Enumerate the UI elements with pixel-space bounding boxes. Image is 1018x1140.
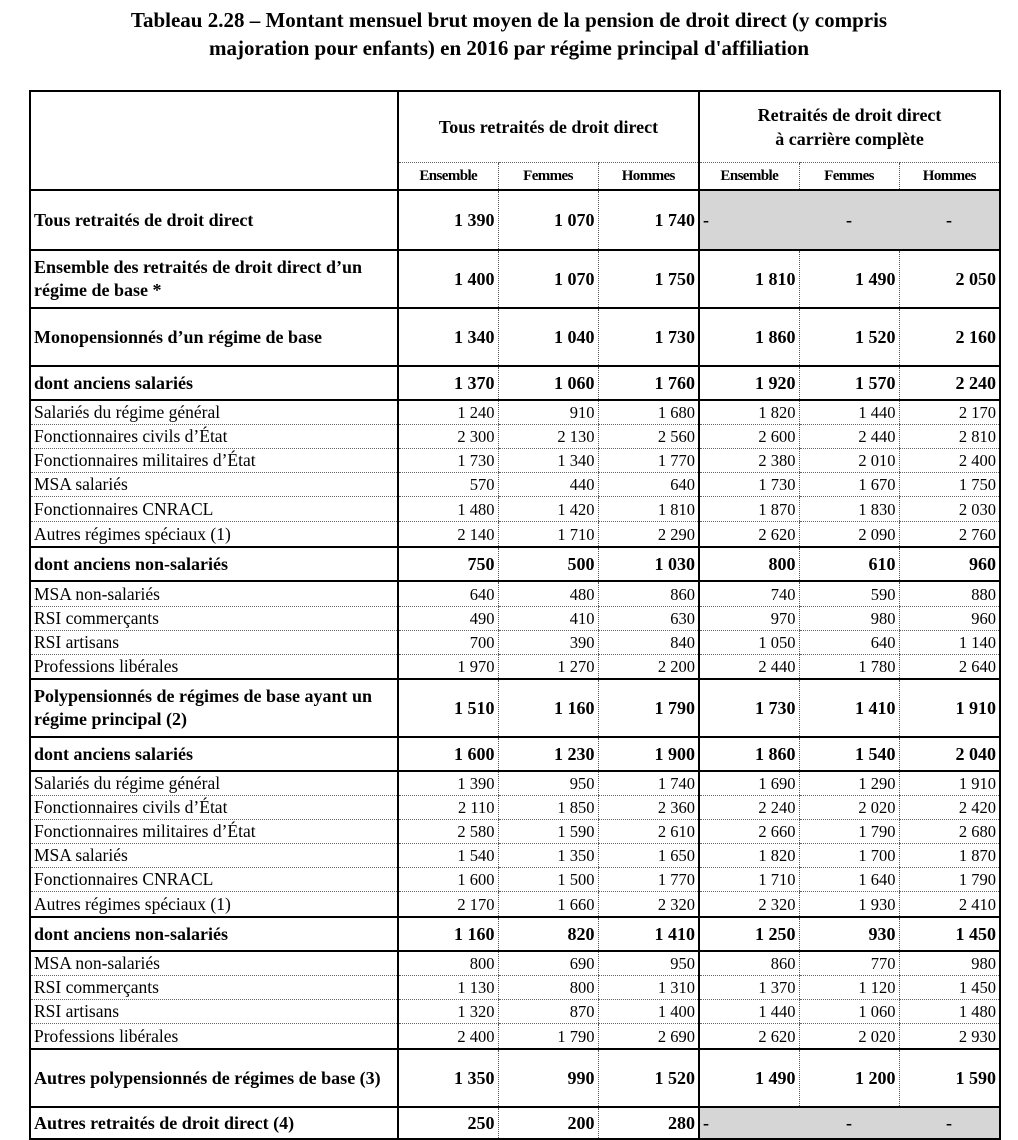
row-label: Fonctionnaires CNRACL	[30, 868, 398, 892]
value-cell: 1 370	[699, 976, 799, 1000]
value-cell: 700	[398, 631, 498, 655]
value-cell: 1 730	[398, 449, 498, 473]
value-cell: 2 160	[899, 308, 1000, 366]
value-cell: 1 870	[899, 844, 1000, 868]
value-cell: 1 690	[699, 771, 799, 796]
value-cell: 2 440	[799, 425, 899, 449]
value-cell: 2 030	[899, 497, 1000, 522]
value-cell: 1 120	[799, 976, 899, 1000]
table-row	[30, 844, 1000, 868]
header-group-all-retirees: Tous retraités de droit direct	[398, 91, 699, 163]
value-cell: 1 730	[699, 679, 799, 737]
empty-value-cell: -	[799, 1107, 899, 1139]
value-cell: 1 480	[398, 497, 498, 522]
value-cell: 980	[899, 951, 1000, 976]
value-cell: 640	[799, 631, 899, 655]
value-cell: 1 600	[398, 868, 498, 892]
row-label: RSI commerçants	[30, 607, 398, 631]
table-row	[30, 190, 1000, 250]
value-cell: 2 410	[899, 892, 1000, 918]
value-cell: 2 170	[899, 400, 1000, 425]
value-cell: 690	[498, 951, 598, 976]
value-cell: 1 480	[899, 1000, 1000, 1024]
table-title	[0, 6, 1018, 62]
value-cell: 1 600	[398, 737, 498, 771]
row-label: MSA salariés	[30, 844, 398, 868]
row-label: Professions libérales	[30, 655, 398, 680]
value-cell: 1 050	[699, 631, 799, 655]
value-cell: 1 910	[899, 679, 1000, 737]
value-cell: 2 020	[799, 796, 899, 820]
value-cell: 2 090	[799, 522, 899, 548]
value-cell: 1 410	[598, 917, 699, 951]
table-row	[30, 679, 1000, 737]
row-label: Fonctionnaires CNRACL	[30, 497, 398, 522]
value-cell: 1 250	[699, 917, 799, 951]
value-cell: 1 590	[498, 820, 598, 844]
value-cell: 440	[498, 473, 598, 497]
pension-table	[29, 90, 1001, 1140]
table-row	[30, 308, 1000, 366]
header-corner-cell	[30, 91, 398, 190]
value-cell: 1 060	[799, 1000, 899, 1024]
table-row	[30, 547, 1000, 581]
value-cell: 2 040	[899, 737, 1000, 771]
table-row	[30, 581, 1000, 607]
row-label: Fonctionnaires civils d’État	[30, 425, 398, 449]
value-cell: 1 780	[799, 655, 899, 680]
row-label: MSA salariés	[30, 473, 398, 497]
value-cell: 860	[598, 581, 699, 607]
table-row	[30, 631, 1000, 655]
row-label: dont anciens non-salariés	[30, 917, 398, 951]
value-cell: 2 130	[498, 425, 598, 449]
table-row	[30, 400, 1000, 425]
value-cell: 1 750	[899, 473, 1000, 497]
value-cell: 880	[899, 581, 1000, 607]
table-row	[30, 868, 1000, 892]
value-cell: 200	[498, 1107, 598, 1139]
empty-value-cell: -	[899, 1107, 1000, 1139]
header-row-groups	[30, 91, 1000, 163]
value-cell: 2 760	[899, 522, 1000, 548]
value-cell: 1 870	[699, 497, 799, 522]
table-row	[30, 976, 1000, 1000]
value-cell: 800	[398, 951, 498, 976]
row-label: RSI commerçants	[30, 976, 398, 1000]
value-cell: 1 860	[699, 308, 799, 366]
table-row	[30, 796, 1000, 820]
table-row	[30, 449, 1000, 473]
row-label: Fonctionnaires civils d’État	[30, 796, 398, 820]
value-cell: 2 600	[699, 425, 799, 449]
empty-value-cell: -	[799, 190, 899, 250]
value-cell: 930	[799, 917, 899, 951]
value-cell: 2 240	[699, 796, 799, 820]
header-group-full-career	[699, 91, 1000, 163]
value-cell: 1 400	[598, 1000, 699, 1024]
value-cell: 1 240	[398, 400, 498, 425]
value-cell: 2 660	[699, 820, 799, 844]
value-cell: 1 930	[799, 892, 899, 918]
value-cell: 1 410	[799, 679, 899, 737]
row-label: Fonctionnaires militaires d’État	[30, 820, 398, 844]
column-header: Femmes	[799, 163, 899, 191]
row-label: Autres régimes spéciaux (1)	[30, 522, 398, 548]
value-cell: 1 490	[799, 250, 899, 308]
value-cell: 2 810	[899, 425, 1000, 449]
value-cell: 1 670	[799, 473, 899, 497]
value-cell: 1 850	[498, 796, 598, 820]
value-cell: 1 350	[498, 844, 598, 868]
table-title-line-2: majoration pour enfants) en 2016 par régime principal d'affiliation	[208, 36, 810, 60]
value-cell: 2 320	[598, 892, 699, 918]
value-cell: 980	[799, 607, 899, 631]
value-cell: 2 300	[398, 425, 498, 449]
row-label: dont anciens salariés	[30, 366, 398, 400]
value-cell: 2 620	[699, 522, 799, 548]
row-label: Professions libérales	[30, 1024, 398, 1050]
table-row	[30, 892, 1000, 918]
value-cell: 2 560	[598, 425, 699, 449]
pension-table-body	[30, 91, 1000, 1139]
value-cell: 2 110	[398, 796, 498, 820]
value-cell: 2 050	[899, 250, 1000, 308]
value-cell: 2 420	[899, 796, 1000, 820]
value-cell: 1 130	[398, 976, 498, 1000]
table-row	[30, 1024, 1000, 1050]
row-label: Ensemble des retraités de droit direct d’un régime de base *	[30, 250, 398, 308]
value-cell: 2 400	[398, 1024, 498, 1050]
table-row	[30, 607, 1000, 631]
value-cell: 1 660	[498, 892, 598, 918]
value-cell: 640	[598, 473, 699, 497]
table-row	[30, 1049, 1000, 1107]
value-cell: 2 680	[899, 820, 1000, 844]
value-cell: 1 740	[598, 771, 699, 796]
value-cell: 1 760	[598, 366, 699, 400]
value-cell: 2 620	[699, 1024, 799, 1050]
table-row	[30, 1107, 1000, 1139]
value-cell: 1 790	[799, 820, 899, 844]
value-cell: 1 440	[699, 1000, 799, 1024]
value-cell: 590	[799, 581, 899, 607]
header-group-full-career-line-1: Retraités de droit direct	[757, 105, 942, 125]
value-cell: 1 520	[598, 1049, 699, 1107]
value-cell: 1 230	[498, 737, 598, 771]
value-cell: 1 450	[899, 976, 1000, 1000]
value-cell: 1 970	[398, 655, 498, 680]
row-label: Tous retraités de droit direct	[30, 190, 398, 250]
row-label: Monopensionnés d’un régime de base	[30, 308, 398, 366]
value-cell: 2 640	[899, 655, 1000, 680]
value-cell: 1 640	[799, 868, 899, 892]
value-cell: 1 440	[799, 400, 899, 425]
header-group-full-career-line-2: à carrière complète	[775, 129, 924, 149]
value-cell: 1 680	[598, 400, 699, 425]
value-cell: 820	[498, 917, 598, 951]
table-row	[30, 771, 1000, 796]
value-cell: 2 690	[598, 1024, 699, 1050]
column-header: Hommes	[899, 163, 1000, 191]
table-row	[30, 366, 1000, 400]
column-header: Femmes	[498, 163, 598, 191]
value-cell: 1 790	[899, 868, 1000, 892]
value-cell: 970	[699, 607, 799, 631]
value-cell: 1 700	[799, 844, 899, 868]
value-cell: 480	[498, 581, 598, 607]
value-cell: 1 830	[799, 497, 899, 522]
value-cell: 2 400	[899, 449, 1000, 473]
table-row	[30, 497, 1000, 522]
value-cell: 860	[699, 951, 799, 976]
value-cell: 1 920	[699, 366, 799, 400]
value-cell: 2 320	[699, 892, 799, 918]
value-cell: 1 730	[598, 308, 699, 366]
value-cell: 950	[598, 951, 699, 976]
column-header: Hommes	[598, 163, 699, 191]
value-cell: 1 390	[398, 771, 498, 796]
value-cell: 1 340	[498, 449, 598, 473]
value-cell: 2 170	[398, 892, 498, 918]
value-cell: 750	[398, 547, 498, 581]
value-cell: 1 770	[598, 449, 699, 473]
value-cell: 960	[899, 607, 1000, 631]
value-cell: 1 420	[498, 497, 598, 522]
row-label: Fonctionnaires militaires d’État	[30, 449, 398, 473]
value-cell: 1 400	[398, 250, 498, 308]
value-cell: 1 650	[598, 844, 699, 868]
value-cell: 1 710	[699, 868, 799, 892]
value-cell: 1 820	[699, 400, 799, 425]
value-cell: 1 310	[598, 976, 699, 1000]
table-row	[30, 473, 1000, 497]
row-label: RSI artisans	[30, 1000, 398, 1024]
value-cell: 960	[899, 547, 1000, 581]
value-cell: 1 030	[598, 547, 699, 581]
table-row	[30, 917, 1000, 951]
value-cell: 2 380	[699, 449, 799, 473]
value-cell: 740	[699, 581, 799, 607]
value-cell: 1 270	[498, 655, 598, 680]
value-cell: 1 140	[899, 631, 1000, 655]
value-cell: 2 140	[398, 522, 498, 548]
value-cell: 1 540	[398, 844, 498, 868]
value-cell: 1 810	[598, 497, 699, 522]
value-cell: 2 010	[799, 449, 899, 473]
value-cell: 1 060	[498, 366, 598, 400]
table-title-line-1: Tableau 2.28 – Montant mensuel brut moyen de la pension de droit direct (y compris	[130, 8, 888, 32]
value-cell: 2 580	[398, 820, 498, 844]
row-label: dont anciens salariés	[30, 737, 398, 771]
value-cell: 1 710	[498, 522, 598, 548]
value-cell: 1 290	[799, 771, 899, 796]
value-cell: 1 350	[398, 1049, 498, 1107]
row-label: MSA non-salariés	[30, 951, 398, 976]
value-cell: 280	[598, 1107, 699, 1139]
value-cell: 630	[598, 607, 699, 631]
value-cell: 1 520	[799, 308, 899, 366]
value-cell: 1 860	[699, 737, 799, 771]
row-label: Autres régimes spéciaux (1)	[30, 892, 398, 918]
table-row	[30, 655, 1000, 680]
value-cell: 1 810	[699, 250, 799, 308]
row-label: dont anciens non-salariés	[30, 547, 398, 581]
value-cell: 1 070	[498, 250, 598, 308]
value-cell: 250	[398, 1107, 498, 1139]
value-cell: 1 070	[498, 190, 598, 250]
value-cell: 990	[498, 1049, 598, 1107]
value-cell: 1 160	[398, 917, 498, 951]
value-cell: 1 200	[799, 1049, 899, 1107]
value-cell: 610	[799, 547, 899, 581]
empty-value-cell: -	[899, 190, 1000, 250]
table-row	[30, 250, 1000, 308]
row-label: Polypensionnés de régimes de base ayant un régime principal (2)	[30, 679, 398, 737]
value-cell: 1 790	[598, 679, 699, 737]
value-cell: 800	[498, 976, 598, 1000]
value-cell: 1 490	[699, 1049, 799, 1107]
table-row	[30, 1000, 1000, 1024]
value-cell: 1 540	[799, 737, 899, 771]
value-cell: 800	[699, 547, 799, 581]
value-cell: 1 340	[398, 308, 498, 366]
value-cell: 2 610	[598, 820, 699, 844]
value-cell: 1 370	[398, 366, 498, 400]
column-header: Ensemble	[699, 163, 799, 191]
value-cell: 2 200	[598, 655, 699, 680]
value-cell: 1 320	[398, 1000, 498, 1024]
value-cell: 1 750	[598, 250, 699, 308]
value-cell: 770	[799, 951, 899, 976]
column-header: Ensemble	[398, 163, 498, 191]
value-cell: 2 240	[899, 366, 1000, 400]
row-label: Autres polypensionnés de régimes de base (3)	[30, 1049, 398, 1107]
value-cell: 1 790	[498, 1024, 598, 1050]
value-cell: 410	[498, 607, 598, 631]
value-cell: 2 360	[598, 796, 699, 820]
row-label: Salariés du régime général	[30, 771, 398, 796]
value-cell: 1 450	[899, 917, 1000, 951]
value-cell: 390	[498, 631, 598, 655]
value-cell: 1 040	[498, 308, 598, 366]
value-cell: 840	[598, 631, 699, 655]
value-cell: 1 510	[398, 679, 498, 737]
table-row	[30, 425, 1000, 449]
table-row	[30, 820, 1000, 844]
value-cell: 1 570	[799, 366, 899, 400]
row-label: Salariés du régime général	[30, 400, 398, 425]
table-row	[30, 951, 1000, 976]
value-cell: 1 730	[699, 473, 799, 497]
row-label: Autres retraités de droit direct (4)	[30, 1107, 398, 1139]
value-cell: 2 930	[899, 1024, 1000, 1050]
value-cell: 950	[498, 771, 598, 796]
value-cell: 570	[398, 473, 498, 497]
value-cell: 910	[498, 400, 598, 425]
value-cell: 1 900	[598, 737, 699, 771]
table-row	[30, 522, 1000, 548]
value-cell: 1 390	[398, 190, 498, 250]
value-cell: 2 290	[598, 522, 699, 548]
value-cell: 1 500	[498, 868, 598, 892]
value-cell: 500	[498, 547, 598, 581]
value-cell: 2 020	[799, 1024, 899, 1050]
row-label: MSA non-salariés	[30, 581, 398, 607]
value-cell: 1 820	[699, 844, 799, 868]
empty-value-cell: -	[699, 190, 799, 250]
value-cell: 2 440	[699, 655, 799, 680]
value-cell: 490	[398, 607, 498, 631]
value-cell: 1 160	[498, 679, 598, 737]
value-cell: 1 910	[899, 771, 1000, 796]
empty-value-cell: -	[699, 1107, 799, 1139]
value-cell: 1 770	[598, 868, 699, 892]
value-cell: 1 740	[598, 190, 699, 250]
row-label: RSI artisans	[30, 631, 398, 655]
value-cell: 640	[398, 581, 498, 607]
value-cell: 1 590	[899, 1049, 1000, 1107]
table-row	[30, 737, 1000, 771]
value-cell: 870	[498, 1000, 598, 1024]
